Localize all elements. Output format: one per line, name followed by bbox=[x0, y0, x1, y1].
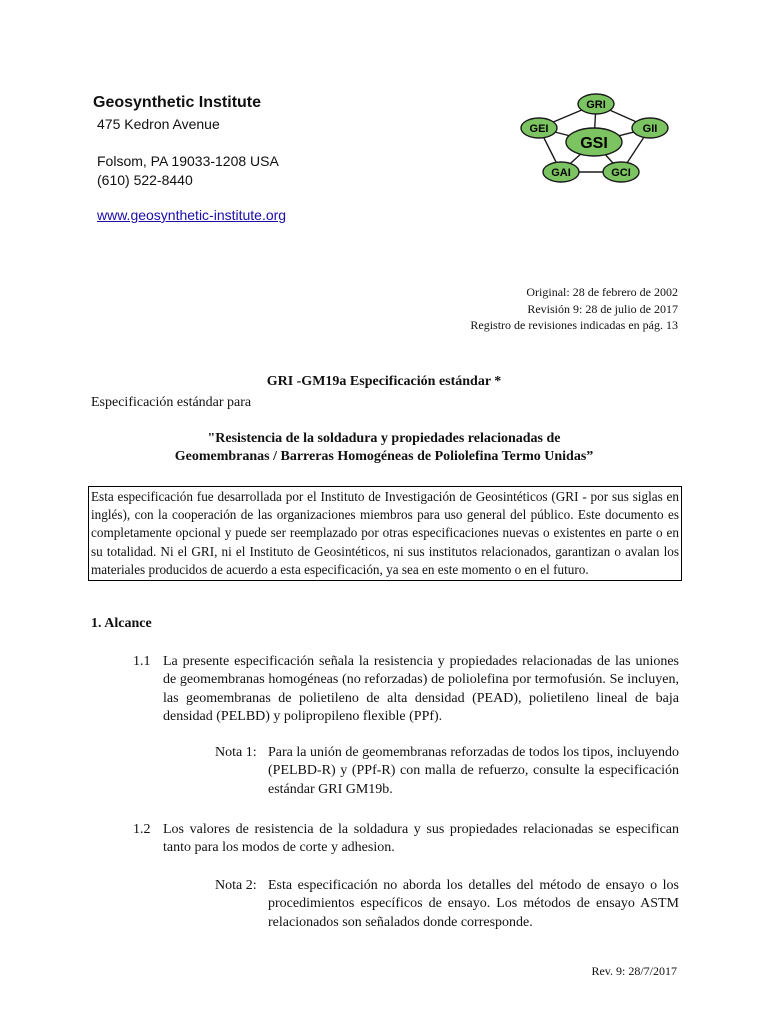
org-name: Geosynthetic Institute bbox=[93, 94, 262, 111]
page-footer: Rev. 9: 28/7/2017 bbox=[591, 964, 677, 978]
revision-registry-note: Registro de revisiones indicadas en pág. 13 bbox=[470, 318, 678, 332]
logo-node-gci bbox=[603, 162, 639, 182]
svg-text:GSI: GSI bbox=[580, 135, 608, 152]
logo-node-gai bbox=[543, 162, 579, 182]
spec-intro: Especificación estándar para bbox=[91, 395, 252, 410]
logo-node-gei bbox=[521, 118, 557, 138]
revision-date: Revisión 9: 28 de julio de 2017 bbox=[527, 302, 678, 316]
note-1 bbox=[215, 744, 679, 799]
paragraph-1-1 bbox=[133, 653, 679, 726]
svg-text:GAI: GAI bbox=[551, 167, 571, 179]
note-label: Nota 2: bbox=[215, 878, 257, 893]
paragraph-1-2 bbox=[133, 821, 679, 858]
subtitle-line-2: Geomembranas / Barreras Homogéneas de Poliolefina Termo Unidas” bbox=[174, 449, 594, 464]
paragraph-number: 1.2 bbox=[133, 822, 151, 837]
note-2 bbox=[215, 877, 679, 932]
address-street: 475 Kedron Avenue bbox=[97, 116, 220, 132]
original-date: Original: 28 de febrero de 2002 bbox=[526, 285, 678, 299]
svg-text:GCI: GCI bbox=[611, 167, 631, 179]
note-label: Nota 1: bbox=[215, 745, 257, 760]
svg-text:GRI: GRI bbox=[586, 99, 606, 111]
svg-text:GII: GII bbox=[642, 123, 658, 135]
paragraph-text: La presente especificación señala la resistencia y propiedades relacionadas de las uniones de geomembranas homogéneas (no reforzadas) de poliolefina por termofusión. Se incluyen, las geomembranas de polietileno de alta densidad (PEAD), polietileno lineal de baja densidad (PELBD) y polipropileno flexible (PPf). bbox=[163, 654, 679, 724]
note-text: Esta especificación no aborda los detalles del método de ensayo o los procedimientos específicos de ensayo. Los métodos de ensayo ASTM relacionados son señalados donde corresponde. bbox=[268, 878, 679, 930]
phone-number: (610) 522-8440 bbox=[97, 172, 193, 188]
website-link[interactable]: www.geosynthetic-institute.org bbox=[97, 207, 287, 223]
paragraph-text: Los valores de resistencia de la soldadura y sus propiedades relacionadas se especifican tanto para los modos de corte y adhesion. bbox=[163, 822, 679, 856]
note-text: Para la unión de geomembranas reforzadas de todos los tipos, incluyendo (PELBD-R) y (PPf-R) con malla de refuerzo, consulte la especificación estándar GRI GM19b. bbox=[268, 745, 679, 797]
logo-node-gii bbox=[632, 118, 668, 138]
section-heading-scope: 1. Alcance bbox=[91, 616, 152, 631]
disclaimer-box: Esta especificación fue desarrollada por el Instituto de Investigación de Geosintéticos (GRI - por sus siglas en inglés), con la cooperación de las organizaciones miembros para uso general del público. Este documento es completamente opcional y puede ser reemplazado por otras especificaciones nuevas o existentes en parte o en su totalidad. Ni el GRI, ni el Instituto de Geosintéticos, ni sus institutos relacionados, garantizan o avalan los materiales producidos de acuerdo a esta especificación, ya sea en este momento o en el futuro. bbox=[88, 486, 682, 581]
logo-center-node bbox=[566, 128, 622, 156]
svg-text:GEI: GEI bbox=[529, 123, 549, 135]
gsi-logo bbox=[516, 92, 672, 188]
paragraph-number: 1.1 bbox=[133, 654, 151, 669]
address-city: Folsom, PA 19033-1208 USA bbox=[97, 153, 279, 169]
document-title: GRI -GM19a Especificación estándar * bbox=[266, 374, 502, 389]
logo-node-gri bbox=[578, 94, 614, 114]
subtitle-line-1: "Resistencia de la soldadura y propiedades relacionadas de bbox=[207, 431, 561, 446]
